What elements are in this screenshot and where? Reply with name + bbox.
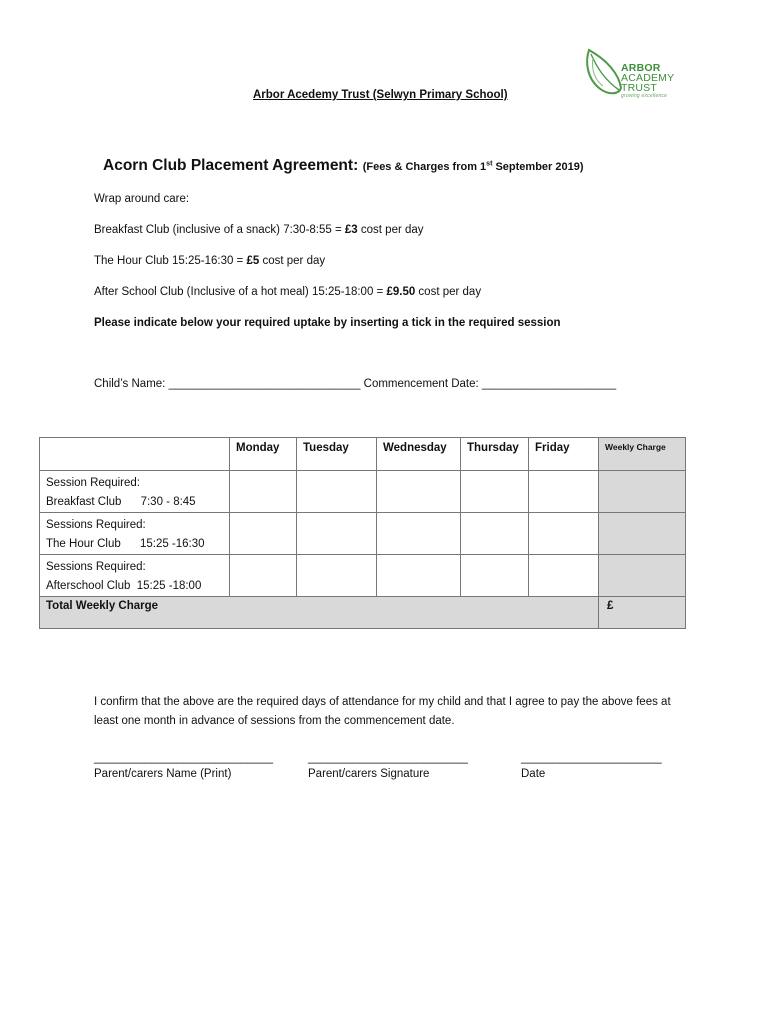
tick-cell-hour-monday[interactable] — [230, 513, 297, 555]
school-title: Arbor Acedemy Trust (Selwyn Primary School) — [253, 89, 508, 101]
fee-hour-post: cost per day — [259, 255, 326, 267]
logo-line-3: TRUST — [621, 82, 657, 94]
fee-hour-price: £5 — [246, 255, 260, 267]
table-row — [40, 555, 686, 597]
day-header-monday: Monday — [230, 438, 297, 471]
parent-signature-line[interactable]: _________________________ — [308, 752, 468, 764]
session-label-afterschool — [40, 555, 230, 597]
fee-after-school — [94, 286, 481, 298]
child-details-row — [94, 378, 616, 390]
tick-cell-breakfast-thursday[interactable] — [461, 471, 529, 513]
session-row-time: The Hour Club 15:25 -16:30 — [46, 538, 205, 550]
session-label-hour-club — [40, 513, 230, 555]
parent-signature-label: Parent/carers Signature — [308, 768, 430, 780]
tick-cell-hour-tuesday[interactable] — [297, 513, 377, 555]
tick-cell-breakfast-monday[interactable] — [230, 471, 297, 513]
session-row-title: Sessions Required: — [46, 519, 146, 531]
total-weekly-charge-value[interactable]: £ — [599, 597, 686, 629]
tick-cell-breakfast-friday[interactable] — [529, 471, 599, 513]
day-header-friday: Friday — [529, 438, 599, 471]
day-header-wednesday: Wednesday — [377, 438, 461, 471]
session-row-title: Session Required: — [46, 477, 140, 489]
tick-cell-breakfast-wednesday[interactable] — [377, 471, 461, 513]
tick-cell-after-monday[interactable] — [230, 555, 297, 597]
session-row-time: Breakfast Club 7:30 - 8:45 — [46, 496, 196, 508]
tick-cell-hour-friday[interactable] — [529, 513, 599, 555]
session-row-title: Sessions Required: — [46, 561, 146, 573]
session-table — [39, 437, 686, 629]
confirmation-statement: I confirm that the above are the required days of attendance for my child and that I agree to pay the above fees at least one month in advance of sessions from the commencement date. — [94, 696, 671, 727]
logo-line-2: ACADEMY — [621, 72, 675, 84]
tick-cell-hour-thursday[interactable] — [461, 513, 529, 555]
day-header-thursday: Thursday — [461, 438, 529, 471]
agreement-title — [103, 157, 584, 175]
day-header-tuesday: Tuesday — [297, 438, 377, 471]
child-name-label: Child’s Name: — [94, 378, 169, 390]
weekly-charge-breakfast — [599, 471, 686, 513]
leaf-icon — [583, 48, 623, 102]
wrap-around-intro: Wrap around care: — [94, 193, 190, 205]
parent-name-label: Parent/carers Name (Print) — [94, 768, 232, 780]
weekly-charge-afterschool — [599, 555, 686, 597]
tick-cell-hour-wednesday[interactable] — [377, 513, 461, 555]
tick-cell-after-friday[interactable] — [529, 555, 599, 597]
fee-breakfast-text: Breakfast Club (inclusive of a snack) 7:30-8:55 = — [94, 224, 345, 236]
fee-breakfast — [94, 224, 424, 236]
fee-breakfast-post: cost per day — [357, 224, 424, 236]
date-label: Date — [521, 768, 546, 780]
commencement-date-label: Commencement Date: — [360, 378, 482, 390]
fee-after-post: cost per day — [415, 286, 482, 298]
logo-line-1: ARBOR — [621, 62, 661, 74]
total-row — [40, 597, 686, 629]
fee-hour-text: The Hour Club 15:25-16:30 = — [94, 255, 247, 267]
agreement-title-main: Acorn Club Placement Agreement: — [103, 157, 359, 174]
tick-cell-after-wednesday[interactable] — [377, 555, 461, 597]
uptake-instruction: Please indicate below your required uptake by inserting a tick in the required session — [94, 317, 561, 329]
arbor-logo — [583, 48, 683, 102]
date-line[interactable]: ______________________ — [521, 752, 662, 764]
table-row — [40, 513, 686, 555]
fee-hour-club — [94, 255, 325, 267]
weekly-charge-hour-club — [599, 513, 686, 555]
total-weekly-charge-label: Total Weekly Charge — [40, 597, 599, 629]
subtitle-sup: st — [486, 160, 493, 168]
header-blank-cell — [40, 438, 230, 471]
session-row-time: Afterschool Club 15:25 -18:00 — [46, 580, 202, 592]
agreement-subtitle — [363, 161, 584, 173]
subtitle-pre: (Fees & Charges from 1 — [362, 161, 487, 173]
fee-after-text: After School Club (Inclusive of a hot meal) 15:25-18:00 = — [94, 286, 387, 298]
tick-cell-after-tuesday[interactable] — [297, 555, 377, 597]
child-name-field[interactable]: ______________________________ — [168, 378, 361, 390]
logo-tagline: growing excellence — [621, 93, 668, 99]
session-label-breakfast — [40, 471, 230, 513]
tick-cell-breakfast-tuesday[interactable] — [297, 471, 377, 513]
fee-breakfast-price: £3 — [344, 224, 358, 236]
subtitle-post: September 2019) — [492, 161, 584, 173]
parent-name-line[interactable]: ____________________________ — [94, 752, 274, 764]
tick-cell-after-thursday[interactable] — [461, 555, 529, 597]
fee-after-price: £9.50 — [386, 286, 416, 298]
table-header-row — [40, 438, 686, 471]
table-row — [40, 471, 686, 513]
commencement-date-field[interactable]: _____________________ — [481, 378, 617, 390]
weekly-charge-header: Weekly Charge — [599, 438, 686, 471]
